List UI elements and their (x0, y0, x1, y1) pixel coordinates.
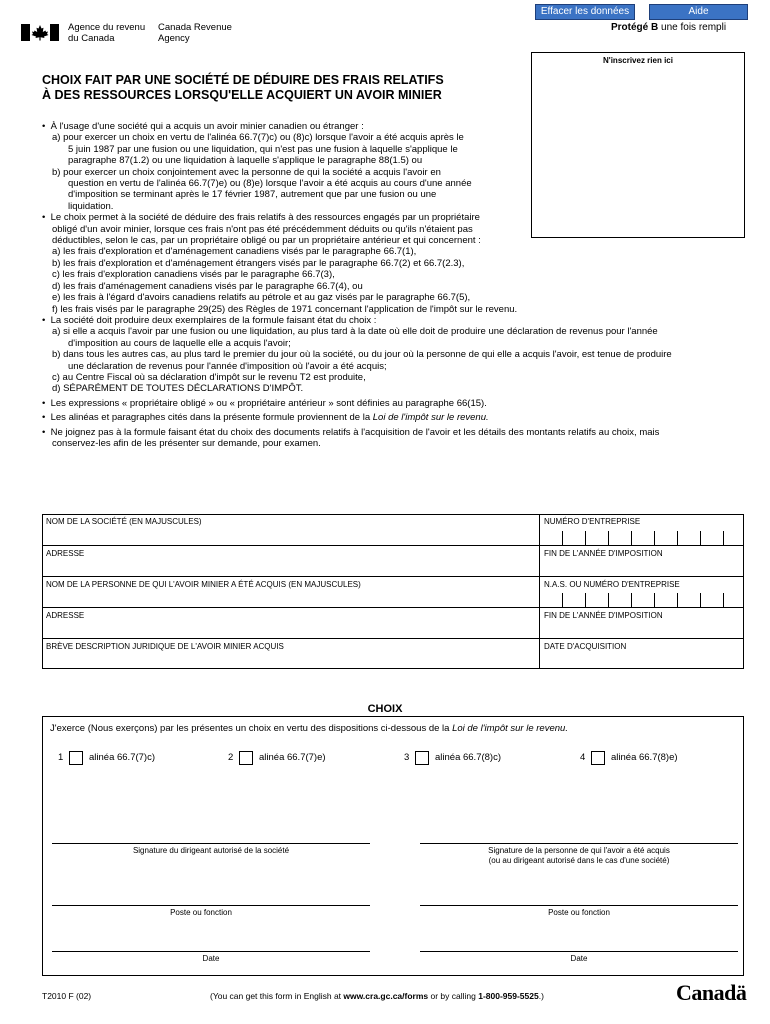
bullet-attachments: • Ne joignez pas à la formule faisant état du choix des documents relatifs à l'acquisition de l'avoir et les détails des montants relatifs au choix, mais (42, 426, 660, 438)
option-4-checkbox[interactable] (591, 751, 605, 765)
form-identifier: T2010 F (02) (42, 991, 92, 1001)
choix-heading: CHOIX (367, 703, 403, 715)
bullet-deduction: • Le choix permet à la société de déduire des frais relatifs à des ressources engagés par un propriétaire (42, 212, 480, 224)
date-line-right[interactable] (420, 951, 738, 952)
position-line-right[interactable] (420, 905, 738, 906)
canada-wordmark: Canadä (676, 980, 747, 1005)
option-2-label: alinéa 66.7(7)e) (259, 752, 326, 763)
canada-flag-icon (21, 24, 59, 41)
date-label-right: Date (570, 954, 588, 963)
company-name-field[interactable]: NOM DE LA SOCIÉTÉ (EN MAJUSCULES) (46, 517, 202, 526)
do-not-write-label: N'inscrivez rien ici (603, 56, 673, 65)
option-1-label: alinéa 66.7(7)c) (89, 752, 156, 763)
clear-data-button[interactable]: Effacer les données (535, 4, 635, 20)
tax-year-end-field-1[interactable]: FIN DE L'ANNÉE D'IMPOSITION (540, 545, 744, 576)
help-button[interactable]: Aide (649, 4, 748, 20)
choix-intro: J'exerce (Nous exerçons) par les présentes un choix en vertu des dispositions ci-dessous de la Loi de l'impôt sur le revenu. (50, 723, 568, 734)
sig-label-right: Signature de la personne de qui l'avoir a été acquis (ou au dirigeant autorisé dans le cas d'une société) (488, 846, 670, 865)
date-line-left[interactable] (52, 951, 370, 952)
agency-name-en: Canada Revenue Agency (158, 22, 232, 44)
address-field-1[interactable]: ADRESSE (42, 545, 539, 576)
sig-line-right[interactable] (420, 843, 738, 844)
date-label-left: Date (202, 954, 220, 963)
business-number-field[interactable]: NUMÉRO D'ENTREPRISE (544, 517, 641, 526)
instructions: • À l'usage d'une société qui a acquis un avoir minier canadien ou étranger : a) pour exercer un choix en vertu de l'alinéa 66.7(7)c) ou (8)c) lorsque l'avoir a été acquis après le 5 juin 1987 par une fusion ou une liquidation, qui n'est pas une fusion à laquelle s'applique le paragraphe 87(1.2) ou une liquidation à laquelle s'applique le paragraphe 88(1.5) ou b) pour exercer un choix conjointement avec la personne de qui la société a acquis l'avoir en question en vertu de l'alinéa 66.7(7)e) ou (8)e) lorsque l'avoir a été acquis au cours d'une année d'imposition se terminant après le 17 février 1987, autrement que par une fusion ou une liquidation. • Le choix permet à la société de déduire des frais relatifs à des ressources engagés par un propriétaire obligé d'un avoir minier, lorsque ces frais n'ont pas été précédemment déduits ou qu'ils n'étaient pas déductibles, selon le cas, par un propriétaire obligé ou par un propriétaire antérieur et qui concernent : a) les frais d'exploration et d'aménagement canadiens visés par le paragraphe 66.7(1), b) les frais d'exploration et d'aménagement étrangers visés par le paragraphe 66.7(2) et 66.7(2.3), c) les frais d'exploration canadiens visés par le paragraphe 66.7(3), d) les frais d'aménagement canadiens visés par le paragraphe 66.7(4), ou e) les frais à l'égard d'avoirs canadiens relatifs au pétrole et au gaz visés par le paragraphe 66.7(5), f) les frais visés par le paragraphe 29(25) des Règles de 1971 concernant l'application de l'impôt sur le revenu. • La société doit produire deux exemplaires de la formule faisant état du choix : a) si elle a acquis l'avoir par une fusion ou une liquidation, au plus tard à la date où elle doit de produire une déclaration de revenus pour l'année d'imposition au cours de laquelle elle a acquis l'avoir; b) dans tous les autres cas, au plus tard le premier du jour où la société, ou du jour où la personne de qui elle a acquis l'avoir, est tenue de produire une déclaration de revenus pour l'année d'imposition où l'avoir a été acquis; c) au Centre Fiscal où sa déclaration d'impôt sur le revenu T2 est produite, d) SÉPARÉMENT DE TOUTES DÉCLARATIONS D'IMPÔT. • Les expressions « propriétaire obligé » ou « propriétaire antérieur » sont définies au paragraphe 66(15). • Les alinéas et paragraphes cités dans la présente formule proviennent de la Loi de l'impôt sur le revenu. • Ne joignez pas à la formule faisant état du choix des documents relatifs à l'acquisition de l'avoir et les détails des montants relatifs au choix, mais conservez-les afin de les présenter sur demande, pour examen. (42, 121, 732, 449)
sig-line-left[interactable] (52, 843, 370, 844)
english-version-notice: (You can get this form in English at www.cra.gc.ca/forms or by calling 1-800-959-5525.) (210, 991, 544, 1001)
option-1[interactable]: 1 (58, 752, 64, 763)
sig-label-left: Signature du dirigeant autorisé de la société (132, 846, 290, 855)
option-3[interactable]: 3 (404, 752, 410, 763)
option-4-label: alinéa 66.7(8)e) (611, 752, 678, 763)
acquired-from-field[interactable]: NOM DE LA PERSONNE DE QUI L'AVOIR MINIER A ÉTÉ ACQUIS (EN MAJUSCULES) (42, 576, 539, 607)
form-title: CHOIX FAIT PAR UNE SOCIÉTÉ DE DÉDUIRE DES FRAIS RELATIFS À DES RESSOURCES LORSQU'ELLE ACQUIERT UN AVOIR MINIER (42, 73, 444, 102)
position-line-left[interactable] (52, 905, 370, 906)
option-1-checkbox[interactable] (69, 751, 83, 765)
tax-year-end-field-2[interactable]: FIN DE L'ANNÉE D'IMPOSITION (540, 607, 744, 638)
bullet-usage: • À l'usage d'une société qui a acquis un avoir minier canadien ou étranger : (42, 121, 364, 132)
address-field-2[interactable]: ADRESSE (42, 607, 539, 638)
option-2-checkbox[interactable] (239, 751, 253, 765)
position-label-right: Poste ou fonction (548, 908, 610, 917)
acquisition-date-field[interactable]: DATE D'ACQUISITION (540, 638, 744, 669)
legal-description-field[interactable]: BRÈVE DESCRIPTION JURIDIQUE DE L'AVOIR MINIER ACQUIS (42, 638, 539, 669)
sin-or-bn-field[interactable]: N.A.S. OU NUMÉRO D'ENTREPRISE (540, 576, 744, 607)
bullet-sources: • Les alinéas et paragraphes cités dans la présente formule proviennent de la Loi de l'impôt sur le revenu. (42, 412, 489, 424)
agency-name-fr: Agence du revenu du Canada (68, 22, 146, 44)
option-2[interactable]: 2 (228, 752, 234, 763)
cra-forms-link[interactable]: www.cra.gc.ca/forms (343, 991, 429, 1001)
bullet-expressions: • Les expressions « propriétaire obligé » ou « propriétaire antérieur » sont définies au paragraphe 66(15). (42, 397, 487, 409)
option-3-checkbox[interactable] (415, 751, 429, 765)
option-4[interactable]: 4 (580, 752, 586, 763)
option-3-label: alinéa 66.7(8)c) (435, 752, 502, 763)
protected-b-label: Protégé B une fois rempli (611, 22, 727, 33)
bullet-filing: • La société doit produire deux exemplaires de la formule faisant état du choix : (42, 314, 377, 326)
position-label-left: Poste ou fonction (170, 908, 232, 917)
